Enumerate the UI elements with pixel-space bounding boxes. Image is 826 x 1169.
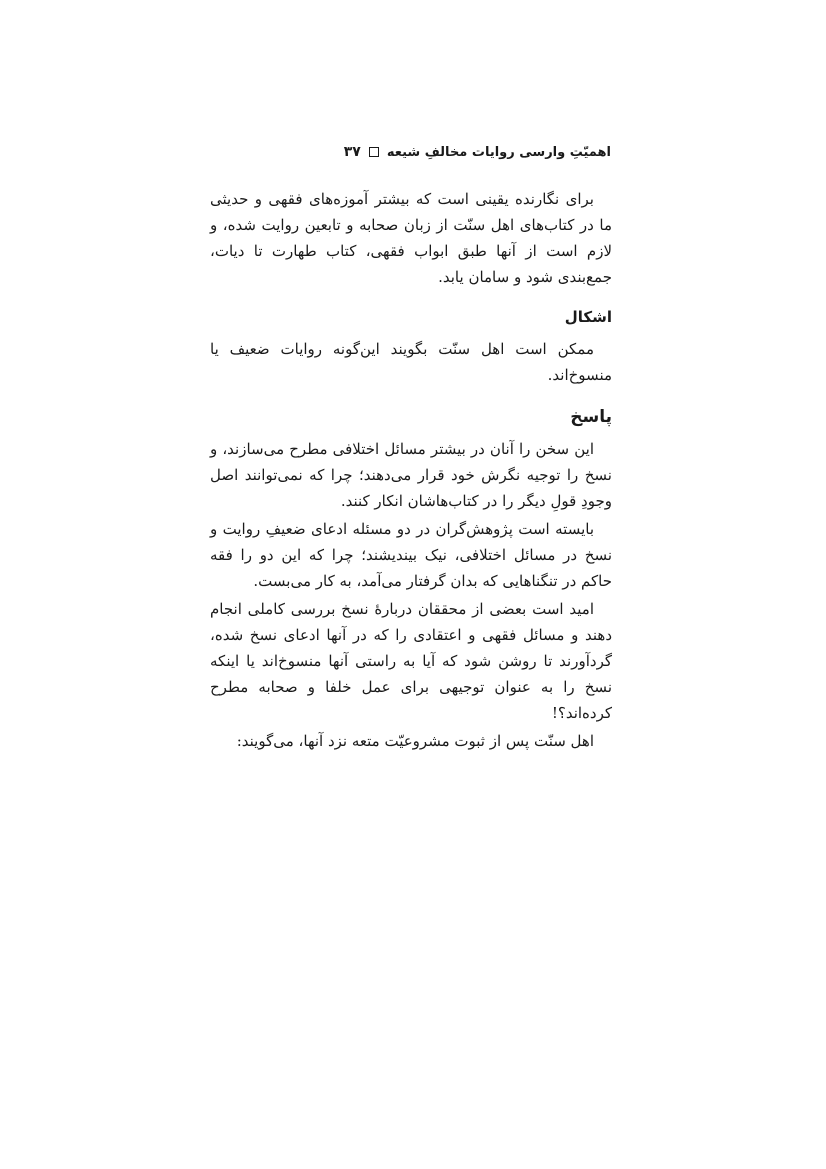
paragraph: امید است بعضی از محققان دربارهٔ نسخ بررسی کاملی انجام دهند و مسائل فقهی و اعتقادی را که در آنها ادعای نسخ شده، گردآورند تا روشن شود که آیا به راستی آنها منسوخ‌اند یا اینکه نسخ را به عنوان توجیهی برای عمل خلفا و صحابه مطرح کرده‌اند؟!	[210, 600, 612, 722]
running-title: اهمیّتِ وارسی روایات مخالفِ شیعه	[386, 144, 611, 160]
square-bullet-icon	[369, 147, 379, 157]
page-header	[215, 140, 611, 164]
page-number: ۳۷	[343, 144, 361, 160]
paragraph: ممکن است اهل سنّت بگویند این‌گونه روایات ضعیف یا منسوخ‌اند.	[210, 340, 612, 384]
paragraph: اهل سنّت پس از ثبوت مشروعیّت متعه نزد آنها، می‌گویند:	[236, 732, 594, 750]
paragraph: بایسته است پژوهش‌گران در دو مسئله ادعای ضعیفِ روایت و نسخ در مسائل اختلافی، نیک بیندیشند؛ چرا که این دو را فقه حاکم در تنگناهایی که بدان گرفتار می‌آمد، به کار می‌بست.	[210, 520, 612, 590]
paragraph: این سخن را آنان در بیشتر مسائل اختلافی مطرح می‌سازند، و نسخ را توجیه نگرش خود قرار می‌دهند؛ چرا که نمی‌توانند اصل وجودِ قولِ دیگر را در کتاب‌هاشان انکار کنند.	[210, 440, 612, 510]
section-heading-answer: پاسخ	[570, 407, 612, 427]
page-body	[210, 186, 612, 756]
section-heading-objection: اشکال	[564, 308, 612, 326]
paragraph: برای نگارنده یقینی است که بیشتر آموزه‌های فقهی و حدیثی ما در کتاب‌های اهل سنّت از زبان صحابه و تابعین روایت شده، و لازم است از آنها طبق ابواب فقهی، کتاب طهارت تا دیات، جمع‌بندی شود و سامان یابد.	[210, 190, 612, 286]
